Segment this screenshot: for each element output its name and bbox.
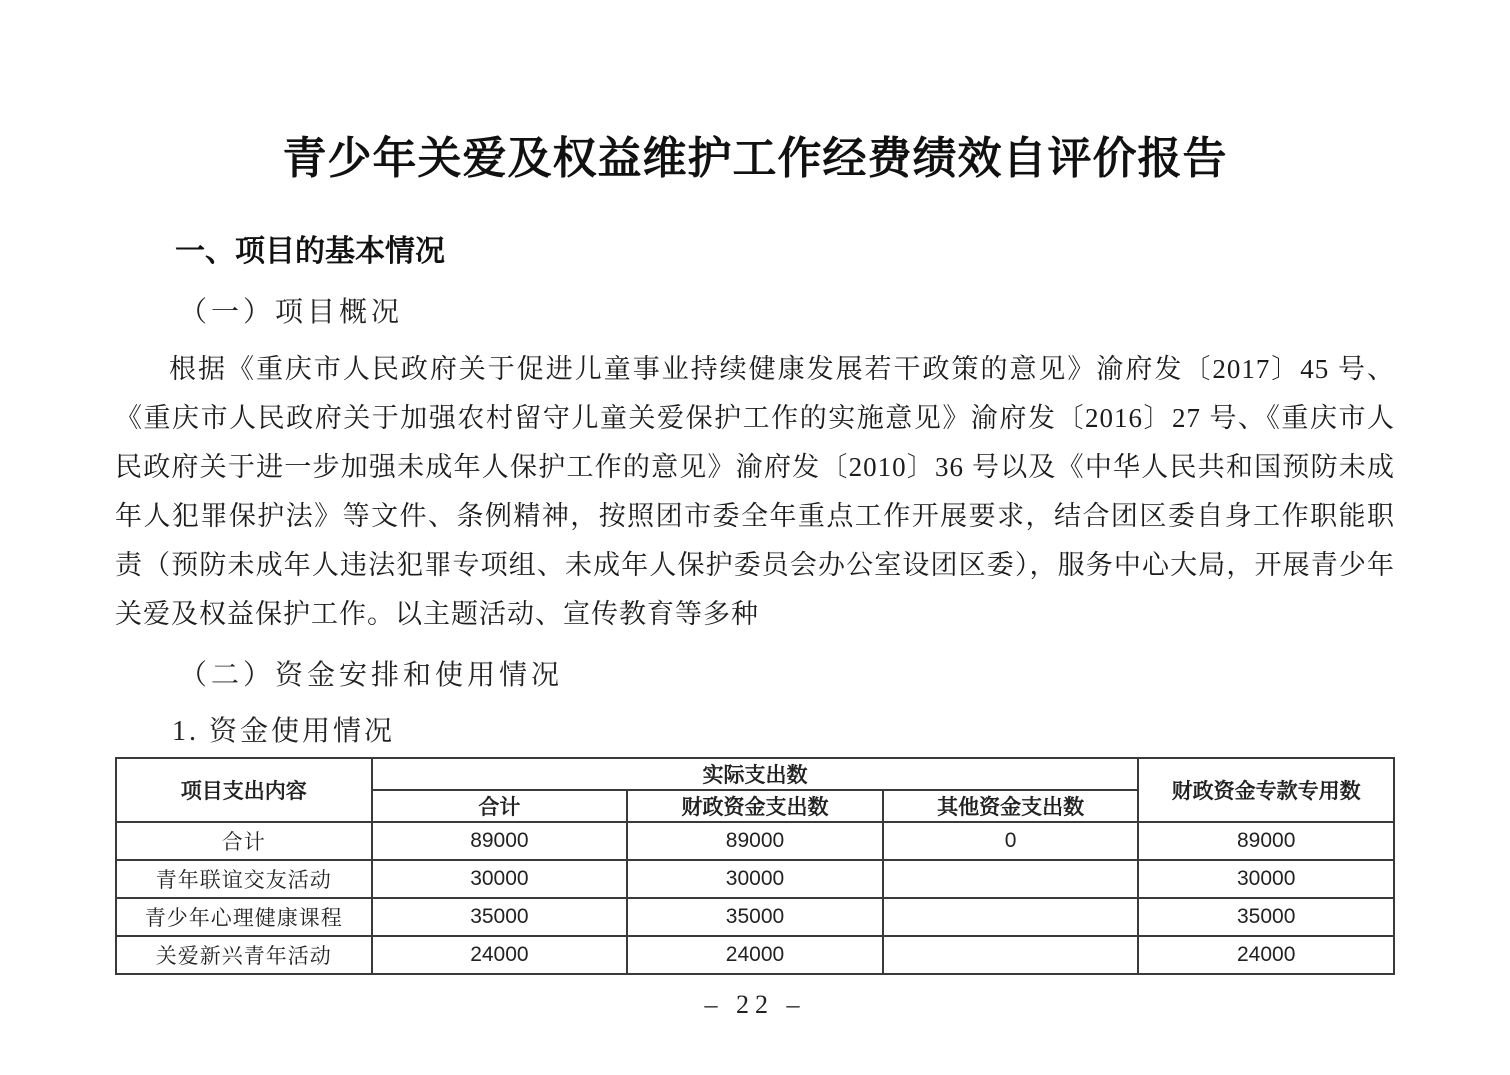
- page-number: – 22 –: [704, 990, 806, 1019]
- cell-fiscal: 89000: [627, 822, 883, 860]
- col-header-fiscal: 财政资金支出数: [627, 790, 883, 822]
- page-content: [115, 0, 1395, 975]
- cell-special: 24000: [1138, 936, 1394, 974]
- table-header-row-1: [116, 758, 1394, 790]
- cell-fiscal: 35000: [627, 898, 883, 936]
- cell-other: 0: [883, 822, 1139, 860]
- cell-fiscal: 24000: [627, 936, 883, 974]
- cell-total: 35000: [372, 898, 628, 936]
- table-row-youth-friendship: [116, 860, 1394, 898]
- row-label: 青少年心理健康课程: [116, 898, 372, 936]
- subsection-heading-overview: （一）项目概况: [179, 297, 404, 328]
- cell-total: 24000: [372, 936, 628, 974]
- cell-total: 30000: [372, 860, 628, 898]
- col-header-item: 项目支出内容: [116, 758, 372, 822]
- cell-other: [883, 898, 1139, 936]
- col-header-other: 其他资金支出数: [883, 790, 1139, 822]
- row-label: 关爱新兴青年活动: [116, 936, 372, 974]
- cell-special: 35000: [1138, 898, 1394, 936]
- table-row-total: [116, 822, 1394, 860]
- cell-other: [883, 860, 1139, 898]
- cell-other: [883, 936, 1139, 974]
- fund-usage-table: [115, 757, 1395, 975]
- table-row-new-youth-care: [116, 936, 1394, 974]
- row-label: 合计: [116, 822, 372, 860]
- page-title: 青少年关爱及权益维护工作经费绩效自评价报告: [282, 134, 1228, 183]
- cell-special: 30000: [1138, 860, 1394, 898]
- subsection-heading-funds: （二）资金安排和使用情况: [179, 660, 564, 691]
- list-heading-fund-usage: 1. 资金使用情况: [172, 716, 396, 747]
- col-header-special: 财政资金专款专用数: [1138, 758, 1394, 822]
- col-header-total: 合计: [372, 790, 628, 822]
- cell-fiscal: 30000: [627, 860, 883, 898]
- row-label: 青年联谊交友活动: [116, 860, 372, 898]
- overview-paragraph: 根据《重庆市人民政府关于促进儿童事业持续健康发展若干政策的意见》渝府发〔2017〕45 号、《重庆市人民政府关于加强农村留守儿童关爱保护工作的实施意见》渝府发〔2016〕27 号、《重庆市人民政府关于进一步加强未成年人保护工作的意见》渝府发〔2010〕36 号以及《中华人民共和国预防未成年人犯罪保护法》等文件、条例精神，按照团市委全年重点工作开展要求，结合团区委自身工作职能职责（预防未成年人违法犯罪专项组、未成年人保护委员会办公室设团区委），服务中心大局，开展青少年关爱及权益保护工作。以主题活动、宣传教育等多种: [115, 354, 1395, 629]
- cell-special: 89000: [1138, 822, 1394, 860]
- table-row-mental-health: [116, 898, 1394, 936]
- cell-total: 89000: [372, 822, 628, 860]
- col-header-actual-group: 实际支出数: [372, 758, 1139, 790]
- section-heading-basic-info: 一、项目的基本情况: [175, 235, 445, 268]
